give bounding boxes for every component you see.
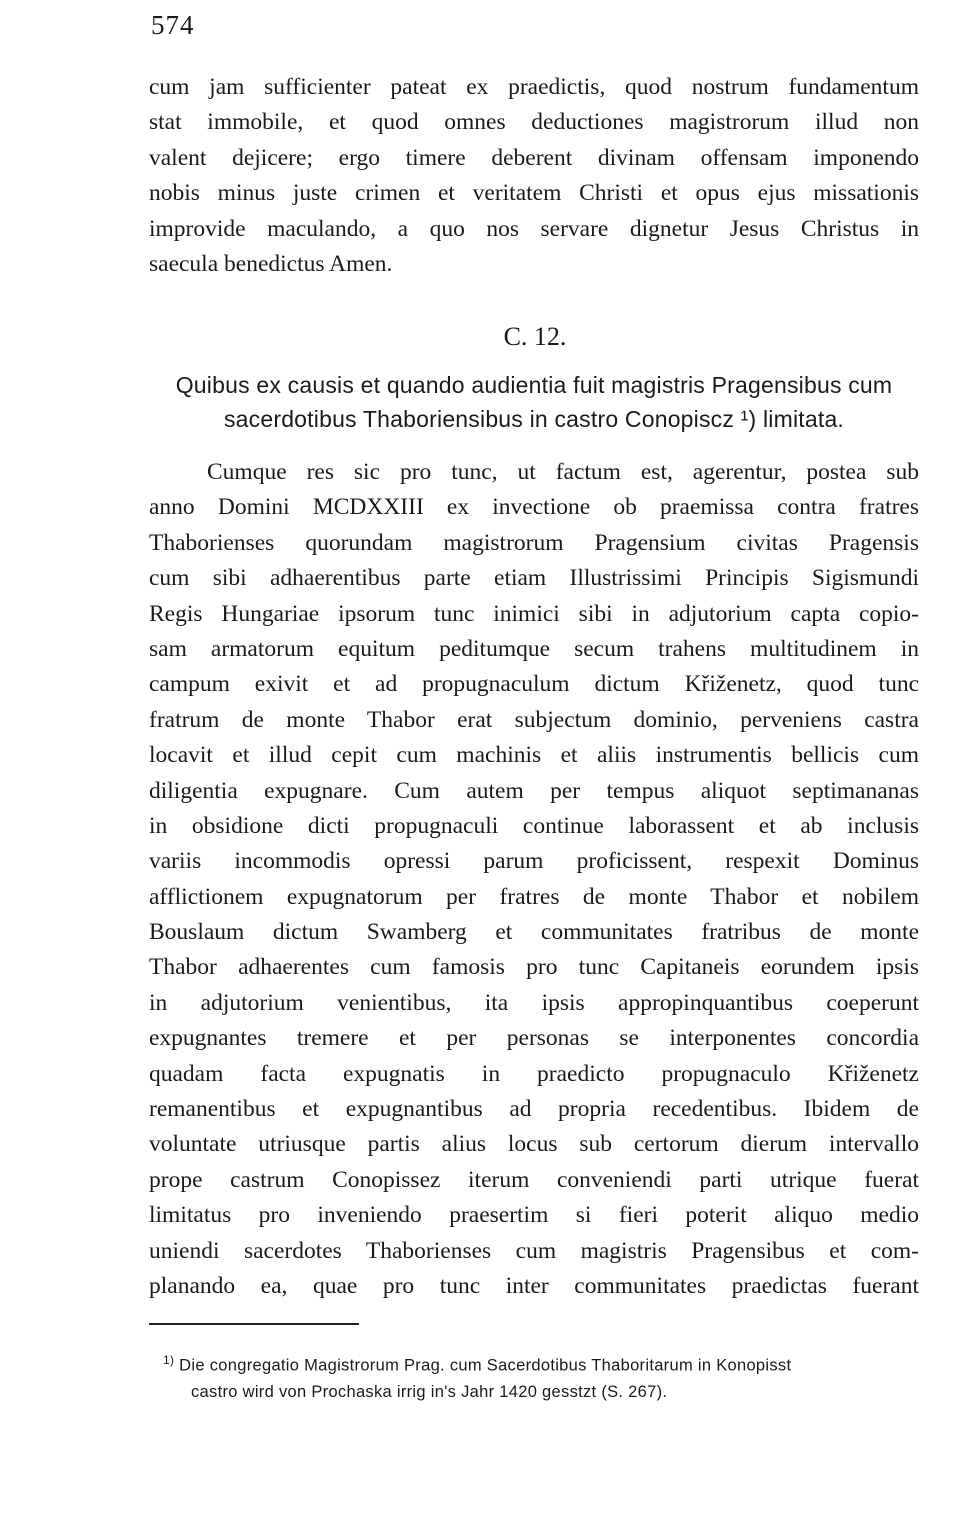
text-line: uniendi sacerdotes Thaborienses cum magistris Pragensibus et com- bbox=[149, 1237, 919, 1264]
text-line: sam armatorum equitum peditumque secum trahens multitudinem in bbox=[149, 635, 919, 662]
body-paragraph bbox=[149, 455, 919, 1304]
section-number: C. 12. bbox=[503, 322, 567, 351]
text-line: in obsidione dicti propugnaculi continue laborassent et ab inclusis bbox=[149, 812, 919, 839]
text-line: expugnantes tremere et per personas se interponentes concordia bbox=[149, 1025, 919, 1052]
text-line: variis incommodis opressi parum proficissent, respexit Dominus bbox=[149, 848, 919, 875]
page-number: 574 bbox=[151, 10, 195, 40]
intro-paragraph bbox=[149, 70, 919, 282]
text-line: Cumque res sic pro tunc, ut factum est, agerentur, postea sub bbox=[207, 459, 919, 485]
heading-line: Quibus ex causis et quando audientia fuit magistris Pragensibus cum bbox=[175, 372, 893, 398]
text-line: nobis minus juste crimen et veritatem Christi et opus ejus missationis bbox=[149, 180, 919, 207]
text-line: locavit et illud cepit cum machinis et aliis instrumentis bellicis cum bbox=[149, 742, 919, 769]
footnote-divider bbox=[149, 1323, 359, 1325]
text-line: Thabor adhaerentes cum famosis pro tunc Capitaneis eorundem ipsis bbox=[149, 954, 919, 981]
footnote bbox=[163, 1347, 919, 1405]
text-line: in adjutorium venientibus, ita ipsis appropinquantibus coeperunt bbox=[149, 989, 919, 1016]
text-line: campum exivit et ad propugnaculum dictum Křiženetz, quod tunc bbox=[149, 671, 919, 698]
footnote-line bbox=[163, 1347, 919, 1379]
text-line: saecula benedictus Amen. bbox=[149, 250, 393, 277]
text-line: stat immobile, et quod omnes deductiones magistrorum illud non bbox=[149, 109, 919, 136]
text-line: remanentibus et expugnantibus ad propria recedentibus. Ibidem de bbox=[149, 1096, 919, 1123]
text-line: Thaborienses quorundam magistrorum Pragensium civitas Pragensis bbox=[149, 529, 919, 556]
text-line: Regis Hungariae ipsorum tunc inimici sibi in adjutorium capta copio- bbox=[149, 600, 919, 627]
text-line: improvide maculando, a quo nos servare dignetur Jesus Christus in bbox=[149, 215, 919, 242]
footnote-marker: 1) bbox=[163, 1353, 175, 1367]
text-line: quadam facta expugnatis in praedicto propugnaculo Křiženetz bbox=[149, 1060, 919, 1087]
footnote-line: castro wird von Prochaska irrig in's Jahr 1420 gesstzt (S. 267). bbox=[191, 1382, 668, 1401]
text-line: anno Domini MCDXXIII ex invectione ob praemissa contra fratres bbox=[149, 494, 919, 521]
text-line: fratrum de monte Thabor erat subjectum dominio, perveniens castra bbox=[149, 706, 919, 733]
text-line: afflictionem expugnatorum per fratres de monte Thabor et nobilem bbox=[149, 883, 919, 910]
text-line: cum jam sufficienter pateat ex praedictis, quod nostrum fundamentum bbox=[149, 74, 919, 100]
text-line: voluntate utriusque partis alius locus sub certorum dierum intervallo bbox=[149, 1131, 919, 1158]
text-line: limitatus pro inveniendo praesertim si fieri poterit aliquo medio bbox=[149, 1202, 919, 1229]
footnote-text: Die congregatio Magistrorum Prag. cum Sacerdotibus Thaboritarum in Konopisst bbox=[179, 1356, 792, 1375]
heading-line: sacerdotibus Thaboriensibus in castro Conopiscz ¹) limitata. bbox=[223, 406, 845, 432]
text-line: planando ea, quae pro tunc inter communitates praedictas fuerant bbox=[149, 1272, 919, 1299]
text-line: prope castrum Conopissez iterum conveniendi parti utrique fuerat bbox=[149, 1166, 919, 1193]
text-line: cum sibi adhaerentibus parte etiam Illustrissimi Principis Sigismundi bbox=[149, 565, 919, 592]
section-heading bbox=[149, 368, 919, 436]
text-line: Bouslaum dictum Swamberg et communitates fratribus de monte bbox=[149, 919, 919, 946]
text-line: valent dejicere; ergo timere deberent divinam offensam imponendo bbox=[149, 144, 919, 171]
text-line: diligentia expugnare. Cum autem per tempus aliquot septimananas bbox=[149, 777, 919, 804]
